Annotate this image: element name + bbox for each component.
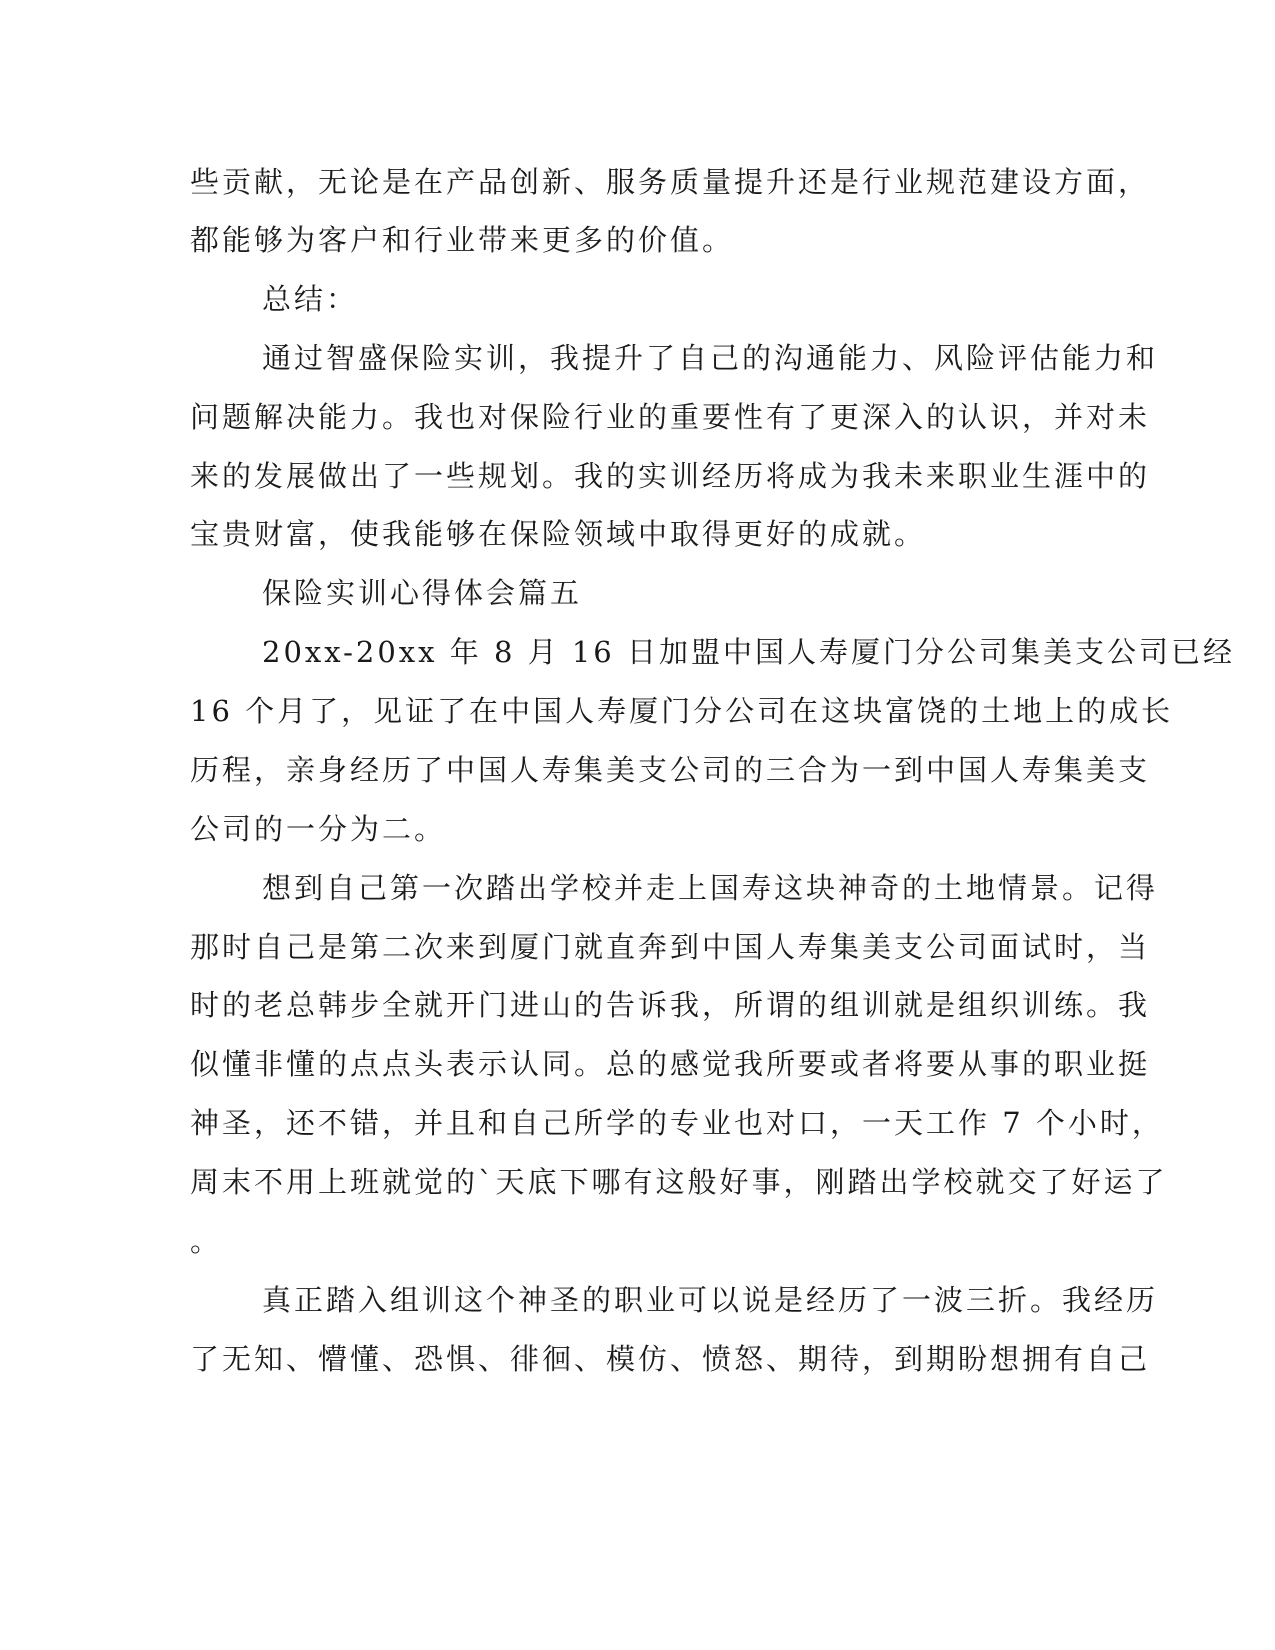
text-line: 那时自己是第二次来到厦门就直奔到中国人寿集美支公司面试时，当 — [190, 930, 1151, 964]
text-line: 时的老总韩步全就开门进山的告诉我，所谓的组训就是组织训练。我 — [190, 988, 1151, 1022]
text-line: 周末不用上班就觉的`天底下哪有这般好事，刚踏出学校就交了好运了 — [190, 1165, 1168, 1199]
text-line: 16 个月了，见证了在中国人寿厦门分公司在这块富饶的土地上的成长 — [190, 694, 1174, 728]
text-line: 似懂非懂的点点头表示认同。总的感觉我所要或者将要从事的职业挺 — [190, 1047, 1151, 1081]
text-line: 20xx-20xx 年 8 月 16 日加盟中国人寿厦门分公司集美支公司已经 — [262, 635, 1235, 669]
text-line: 公司的一分为二。 — [190, 812, 447, 846]
text-line: 神圣，还不错，并且和自己所学的专业也对口，一天工作 7 个小时， — [190, 1106, 1164, 1140]
text-line: 问题解决能力。我也对保险行业的重要性有了更深入的认识，并对未 — [190, 400, 1151, 434]
text-line: 通过智盛保险实训，我提升了自己的沟通能力、风险评估能力和 — [262, 341, 1159, 375]
text-line: 了无知、懵懂、恐惧、徘徊、模仿、愤怒、期待，到期盼想拥有自己 — [190, 1342, 1151, 1376]
text-line: 历程，亲身经历了中国人寿集美支公司的三合为一到中国人寿集美支 — [190, 753, 1151, 787]
text-line: 来的发展做出了一些规划。我的实训经历将成为我未来职业生涯中的 — [190, 459, 1151, 493]
text-line: 真正踏入组训这个神圣的职业可以说是经历了一波三折。我经历 — [262, 1283, 1159, 1317]
section-heading: 总结： — [262, 282, 359, 316]
section-heading: 保险实训心得体会篇五 — [262, 576, 583, 610]
text-line: 宝贵财富，使我能够在保险领域中取得更好的成就。 — [190, 517, 927, 551]
text-line: 。 — [190, 1224, 223, 1258]
text-line: 都能够为客户和行业带来更多的价值。 — [190, 223, 735, 257]
text-line: 些贡献，无论是在产品创新、服务质量提升还是行业规范建设方面， — [190, 165, 1151, 199]
text-line: 想到自己第一次踏出学校并走上国寿这块神奇的土地情景。记得 — [262, 871, 1159, 905]
